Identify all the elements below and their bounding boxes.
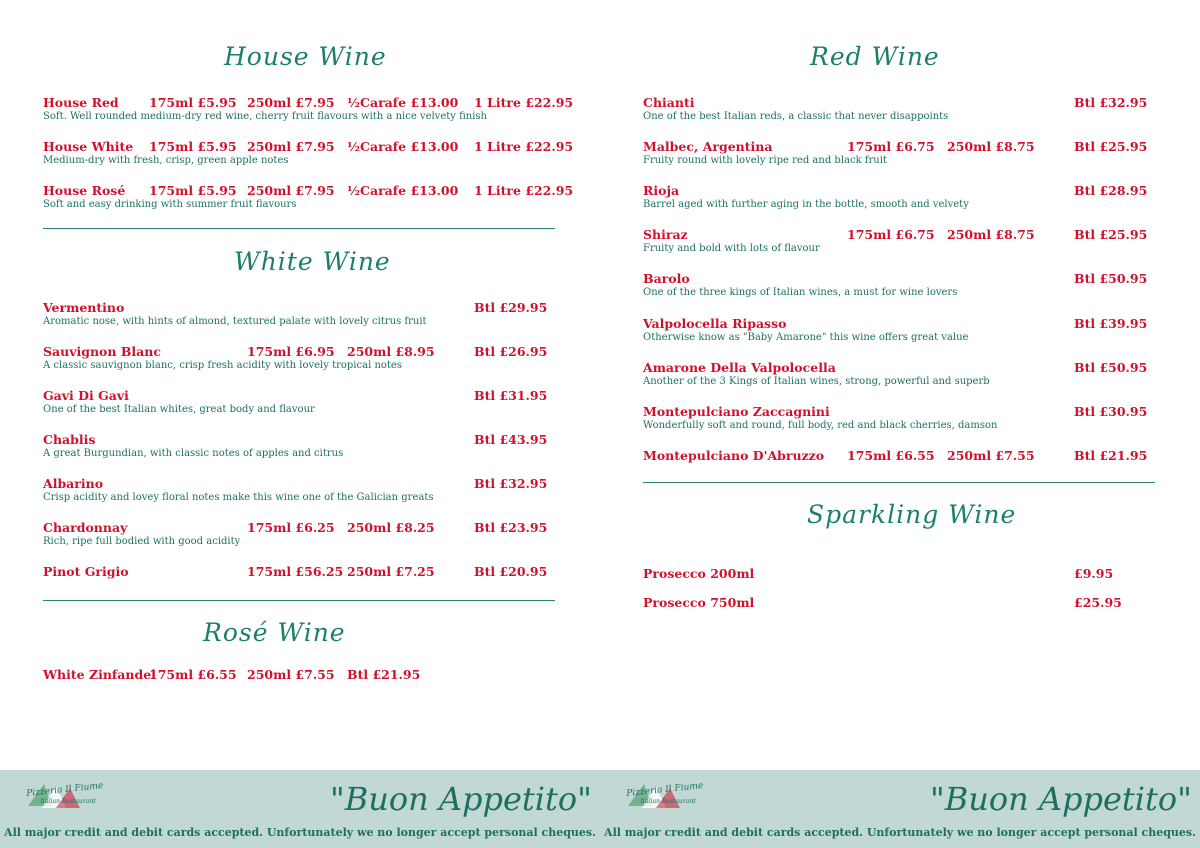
section-divider <box>43 228 555 229</box>
house-wine-heading: House Wine <box>224 42 387 71</box>
wine-description: Otherwise know as "Baby Amarone" this wine offers great value <box>643 332 969 343</box>
price-bottle: Btl £21.95 <box>347 667 421 682</box>
footer-band <box>600 770 1200 848</box>
wine-description: Medium-dry with fresh, crisp, green apple notes <box>43 155 289 166</box>
wine-description: Barrel aged with further aging in the bottle, smooth and velvety <box>643 199 969 210</box>
wine-item <box>43 476 563 510</box>
wine-name: Shiraz <box>643 227 688 242</box>
wine-name: Amarone Della Valpolocella <box>643 360 836 375</box>
wine-name: Montepulciano D'Abruzzo <box>643 448 825 463</box>
buon-appetito-slogan: "Buon Appetito" <box>330 780 592 818</box>
price-bottle: Btl £25.95 <box>1074 139 1148 154</box>
svg-text:Pizzeria Il Fiume: Pizzeria Il Fiume <box>625 781 704 800</box>
wine-description: Soft and easy drinking with summer fruit flavours <box>43 199 297 210</box>
price-175ml: 175ml £6.55 <box>149 667 237 682</box>
price-175ml: 175ml £6.55 <box>847 448 935 463</box>
payment-notice: All major credit and debit cards accepted. Unfortunately we no longer accept personal cheques. <box>4 826 596 839</box>
wine-item <box>43 432 563 466</box>
price-250ml: 250ml £7.55 <box>247 667 335 682</box>
wine-item <box>643 271 1163 305</box>
price-250ml: 250ml £8.25 <box>347 520 435 535</box>
svg-text:Italian Restaurant: Italian Restaurant <box>40 798 96 805</box>
price-250ml: 250ml £7.25 <box>347 564 435 579</box>
wine-description: Soft. Well rounded medium-dry red wine, cherry fruit flavours with a nice velvety finish <box>43 111 487 122</box>
wine-item <box>43 95 574 129</box>
wine-item <box>643 227 1163 261</box>
wine-item <box>643 139 1163 173</box>
section-divider <box>43 600 555 601</box>
price-bottle: Btl £50.95 <box>1074 360 1148 375</box>
footer-band <box>0 770 600 848</box>
wine-item <box>43 139 574 173</box>
wine-name: Malbec, Argentina <box>643 139 773 154</box>
white-wine-heading: White Wine <box>234 247 391 276</box>
wine-item <box>643 404 1163 438</box>
payment-notice: All major credit and debit cards accepted. Unfortunately we no longer accept personal cheques. <box>604 826 1196 839</box>
price-175ml: 175ml £6.95 <box>247 344 335 359</box>
svg-text:Italian Restaurant: Italian Restaurant <box>640 798 696 805</box>
price-175ml: 175ml £5.95 <box>149 95 237 110</box>
price-250ml: 250ml £8.95 <box>347 344 435 359</box>
price-bottle: Btl £29.95 <box>474 300 548 315</box>
wine-name: Rioja <box>643 183 680 198</box>
wine-name: Chianti <box>643 95 695 110</box>
price-bottle: Btl £21.95 <box>1074 448 1148 463</box>
wine-item <box>43 520 563 554</box>
price-half-carafe: ½Carafe £13.00 <box>347 183 459 198</box>
price-bottle: Btl £32.95 <box>474 476 548 491</box>
red-wine-heading: Red Wine <box>810 42 940 71</box>
wine-description: Aromatic nose, with hints of almond, textured palate with lovely citrus fruit <box>43 316 427 327</box>
wine-name: Barolo <box>643 271 690 286</box>
price-litre: 1 Litre £22.95 <box>474 139 574 154</box>
wine-item <box>43 344 563 378</box>
price-bottle: Btl £20.95 <box>474 564 548 579</box>
wine-description: A great Burgundian, with classic notes of apples and citrus <box>43 448 344 459</box>
price-bottle: Btl £50.95 <box>1074 271 1148 286</box>
price-250ml: 250ml £7.55 <box>947 448 1035 463</box>
wine-item <box>43 388 563 422</box>
price-bottle: Btl £43.95 <box>474 432 548 447</box>
wine-name: Albarino <box>43 476 104 491</box>
wine-item <box>43 667 563 701</box>
wine-item <box>643 316 1163 350</box>
price-bottle: Btl £39.95 <box>1074 316 1148 331</box>
price-half-carafe: ½Carafe £13.00 <box>347 95 459 110</box>
restaurant-logo <box>22 776 108 816</box>
wine-name: Prosecco 750ml <box>643 595 755 610</box>
price-litre: 1 Litre £22.95 <box>474 183 574 198</box>
wine-name: Vermentino <box>43 300 125 315</box>
wine-item <box>643 183 1163 217</box>
sparkling-wine-heading: Sparkling Wine <box>807 500 1017 529</box>
wine-description: Fruity and bold with lots of flavour <box>643 243 820 254</box>
wine-name: Chablis <box>43 432 96 447</box>
wine-name: Montepulciano Zaccagnini <box>643 404 830 419</box>
price-175ml: 175ml £5.95 <box>149 139 237 154</box>
rose-wine-heading: Rosé Wine <box>203 618 346 647</box>
price-175ml: 175ml £6.75 <box>847 227 935 242</box>
wine-item <box>643 595 1163 629</box>
wine-description: Fruity round with lovely ripe red and black fruit <box>643 155 887 166</box>
wine-item <box>643 448 1163 482</box>
price-250ml: 250ml £8.75 <box>947 227 1035 242</box>
wine-description: Crisp acidity and lovey floral notes make this wine one of the Galician greats <box>43 492 434 503</box>
right-page <box>600 0 1200 848</box>
wine-name: Sauvignon Blanc <box>43 344 161 359</box>
wine-item <box>43 183 574 217</box>
wine-name: Prosecco 200ml <box>643 566 755 581</box>
svg-text:Pizzeria Il Fiume: Pizzeria Il Fiume <box>25 781 104 800</box>
wine-description: Wonderfully soft and round, full body, red and black cherries, damson <box>643 420 998 431</box>
wine-name: Chardonnay <box>43 520 128 535</box>
wine-name: Pinot Grigio <box>43 564 129 579</box>
wine-item <box>643 360 1163 394</box>
price-bottle: Btl £23.95 <box>474 520 548 535</box>
wine-name: Valpolocella Ripasso <box>643 316 787 331</box>
wine-item <box>643 95 1163 129</box>
price-250ml: 250ml £8.75 <box>947 139 1035 154</box>
wine-name: White Zinfandel <box>43 667 156 682</box>
wine-name: House White <box>43 139 134 154</box>
price-bottle: Btl £25.95 <box>1074 227 1148 242</box>
price-bottle: Btl £30.95 <box>1074 404 1148 419</box>
price-bottle: £25.95 <box>1074 595 1122 610</box>
price-bottle: Btl £28.95 <box>1074 183 1148 198</box>
price-175ml: 175ml £6.75 <box>847 139 935 154</box>
wine-item <box>43 564 563 598</box>
price-litre: 1 Litre £22.95 <box>474 95 574 110</box>
wine-description: One of the best Italian whites, great body and flavour <box>43 404 315 415</box>
price-175ml: 175ml £6.25 <box>247 520 335 535</box>
price-bottle: £9.95 <box>1074 566 1114 581</box>
wine-description: Rich, ripe full bodied with good acidity <box>43 536 241 547</box>
price-bottle: Btl £26.95 <box>474 344 548 359</box>
wine-description: One of the three kings of Italian wines, a must for wine lovers <box>643 287 958 298</box>
wine-description: One of the best Italian reds, a classic that never disappoints <box>643 111 949 122</box>
price-bottle: Btl £32.95 <box>1074 95 1148 110</box>
wine-description: A classic sauvignon blanc, crisp fresh acidity with lovely tropical notes <box>43 360 402 371</box>
wine-description: Another of the 3 Kings of Italian wines, strong, powerful and superb <box>643 376 990 387</box>
price-half-carafe: ½Carafe £13.00 <box>347 139 459 154</box>
price-bottle: Btl £31.95 <box>474 388 548 403</box>
price-250ml: 250ml £7.95 <box>247 139 335 154</box>
wine-name: House Rosé <box>43 183 126 198</box>
section-divider <box>643 482 1155 483</box>
buon-appetito-slogan: "Buon Appetito" <box>930 780 1192 818</box>
price-175ml: 175ml £56.25 <box>247 564 344 579</box>
restaurant-logo <box>622 776 708 816</box>
wine-name: House Red <box>43 95 119 110</box>
wine-name: Gavi Di Gavi <box>43 388 129 403</box>
price-250ml: 250ml £7.95 <box>247 183 335 198</box>
price-250ml: 250ml £7.95 <box>247 95 335 110</box>
wine-item <box>43 300 563 334</box>
price-175ml: 175ml £5.95 <box>149 183 237 198</box>
